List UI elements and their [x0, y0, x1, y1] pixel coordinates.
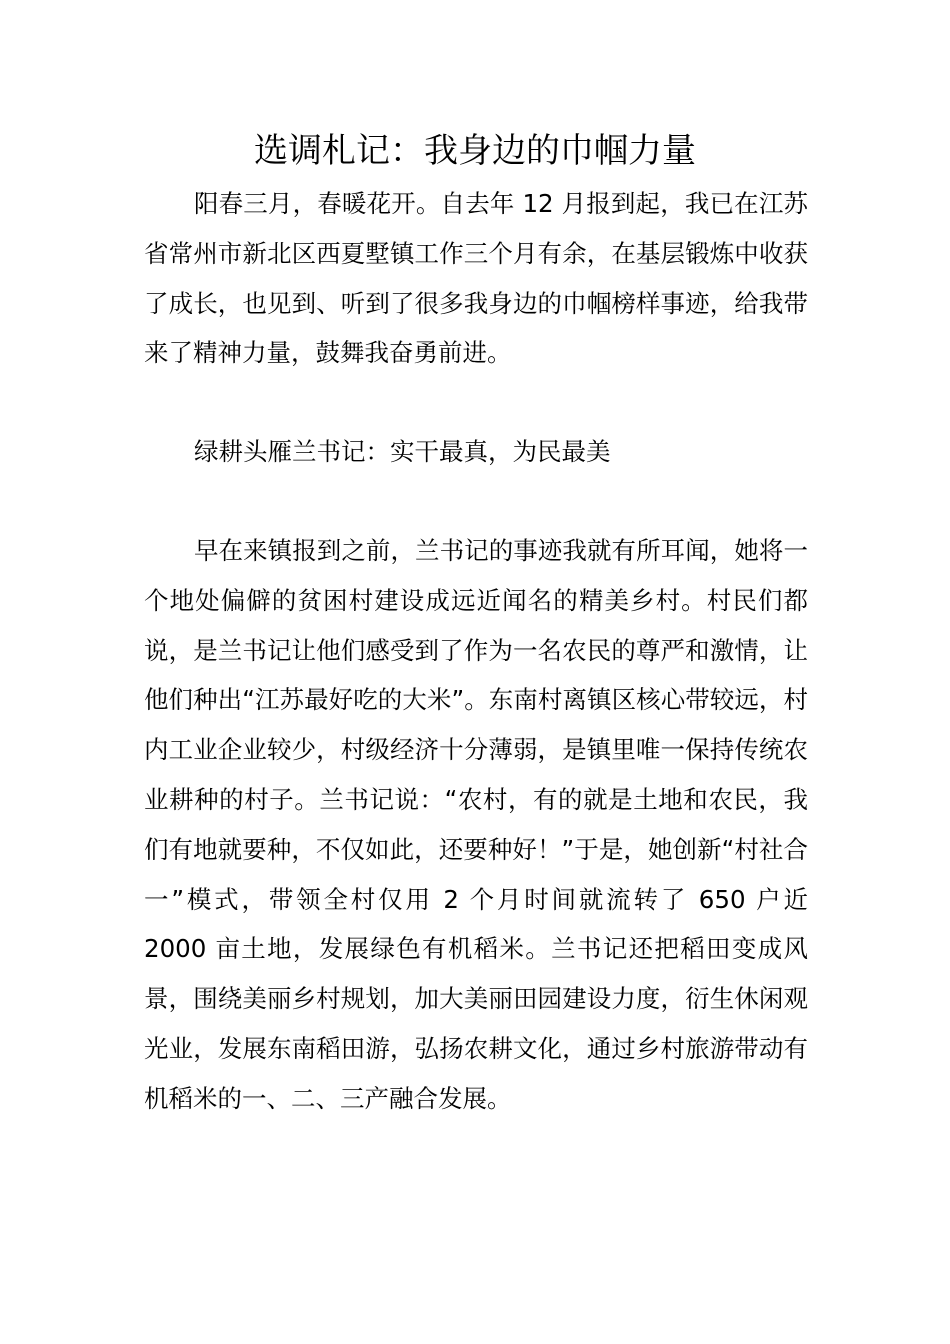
body-paragraph: 早在来镇报到之前，兰书记的事迹我就有所耳闻，她将一个地处偏僻的贫困村建设成远近闻名的精美乡村。村民们都说，是兰书记让他们感受到了作为一名农民的尊严和激情，让他们种出“江苏最好吃的大米”。东南村离镇区核心带较远，村内工业企业较少，村级经济十分薄弱，是镇里唯一保持传统农业耕种的村子。兰书记说：“农村，有的就是土地和农民，我们有地就要种，不仅如此，还要种好！”于是，她创新“村社合一”模式，带领全村仅用 2 个月时间就流转了 650 户近 2000 亩土地，发展绿色有机稻米。兰书记还把稻田变成风景，围绕美丽乡村规划，加大美丽田园建设力度，衍生休闲观光业，发展东南稻田游，弘扬农耕文化，通过乡村旅游带动有机稻米的一、二、三产融合发展。 — [144, 536, 808, 1113]
document-title: 选调札记：我身边的巾帼力量 — [254, 131, 696, 171]
intro-paragraph: 阳春三月，春暖花开。自去年 12 月报到起，我已在江苏省常州市新北区西夏墅镇工作三个月有余，在基层锻炼中收获了成长，也见到、听到了很多我身边的巾帼榜样事迹，给我带来了精神力量，鼓舞我奋勇前进。 — [144, 189, 808, 368]
section-heading: 绿耕头雁兰书记：实干最真，为民最美 — [194, 437, 611, 466]
